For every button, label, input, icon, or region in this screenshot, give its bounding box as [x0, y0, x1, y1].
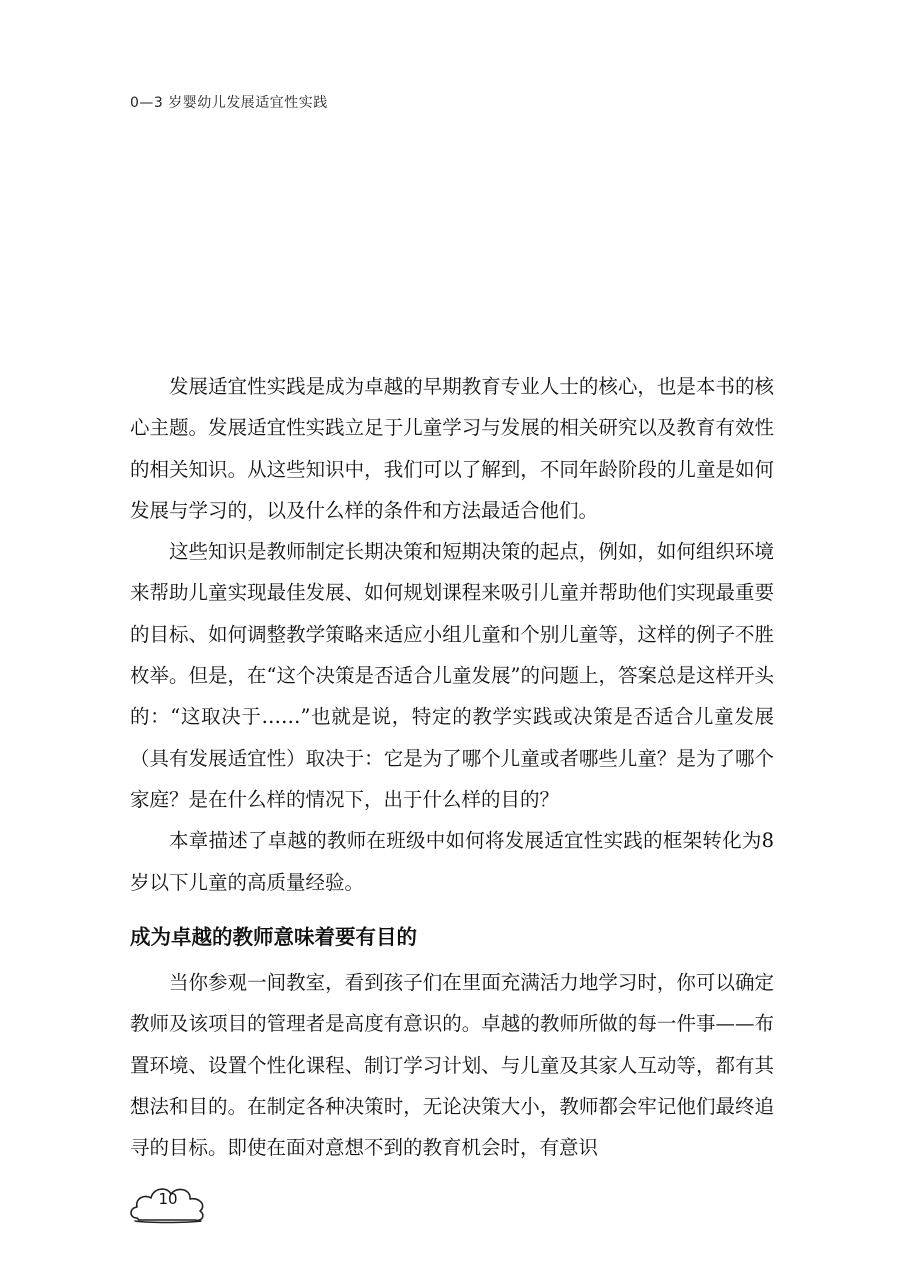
page-number: 10 [158, 1190, 178, 1208]
paragraph: 本章描述了卓越的教师在班级中如何将发展适宜性实践的框架转化为8岁以下儿童的高质量经验。 [130, 829, 774, 894]
section-text-block [130, 962, 774, 1168]
section-heading: 成为卓越的教师意味着要有目的 [130, 925, 417, 949]
paragraph: 发展适宜性实践是成为卓越的早期教育专业人士的核心，也是本书的核心主题。发展适宜性实践立足于儿童学习与发展的相关研究以及教育有效性的相关知识。从这些知识中，我们可以了解到，不同年龄阶段的儿童是如何发展与学习的，以及什么样的条件和方法最适合他们。 [130, 375, 774, 522]
page-number-badge [127, 1178, 209, 1226]
intro-text-block [130, 366, 774, 903]
paragraph: 这些知识是教师制定长期决策和短期决策的起点，例如，如何组织环境来帮助儿童实现最佳发展、如何规划课程来吸引儿童并帮助他们实现最重要的目标、如何调整教学策略来适应小组儿童和个别儿童等，这样的例子不胜枚举。但是，在“这个决策是否适合儿童发展”的问题上，答案总是这样开头的：“这取决于……”也就是说，特定的教学实践或决策是否适合儿童发展（具有发展适宜性）取决于：它是为了哪个儿童或者哪些儿童？是为了哪个家庭？是在什么样的情况下，出于什么样的目的？ [130, 540, 774, 811]
paragraph: 当你参观一间教室，看到孩子们在里面充满活力地学习时，你可以确定教师及该项目的管理者是高度有意识的。卓越的教师所做的每一件事——布置环境、设置个性化课程、制订学习计划、与儿童及其家人互动等，都有其想法和目的。在制定各种决策时，无论决策大小，教师都会牢记他们最终追寻的目标。即使在面对意想不到的教育机会时，有意识 [130, 971, 774, 1160]
running-header: 0—3 岁婴幼儿发展适宜性实践 [130, 95, 328, 111]
